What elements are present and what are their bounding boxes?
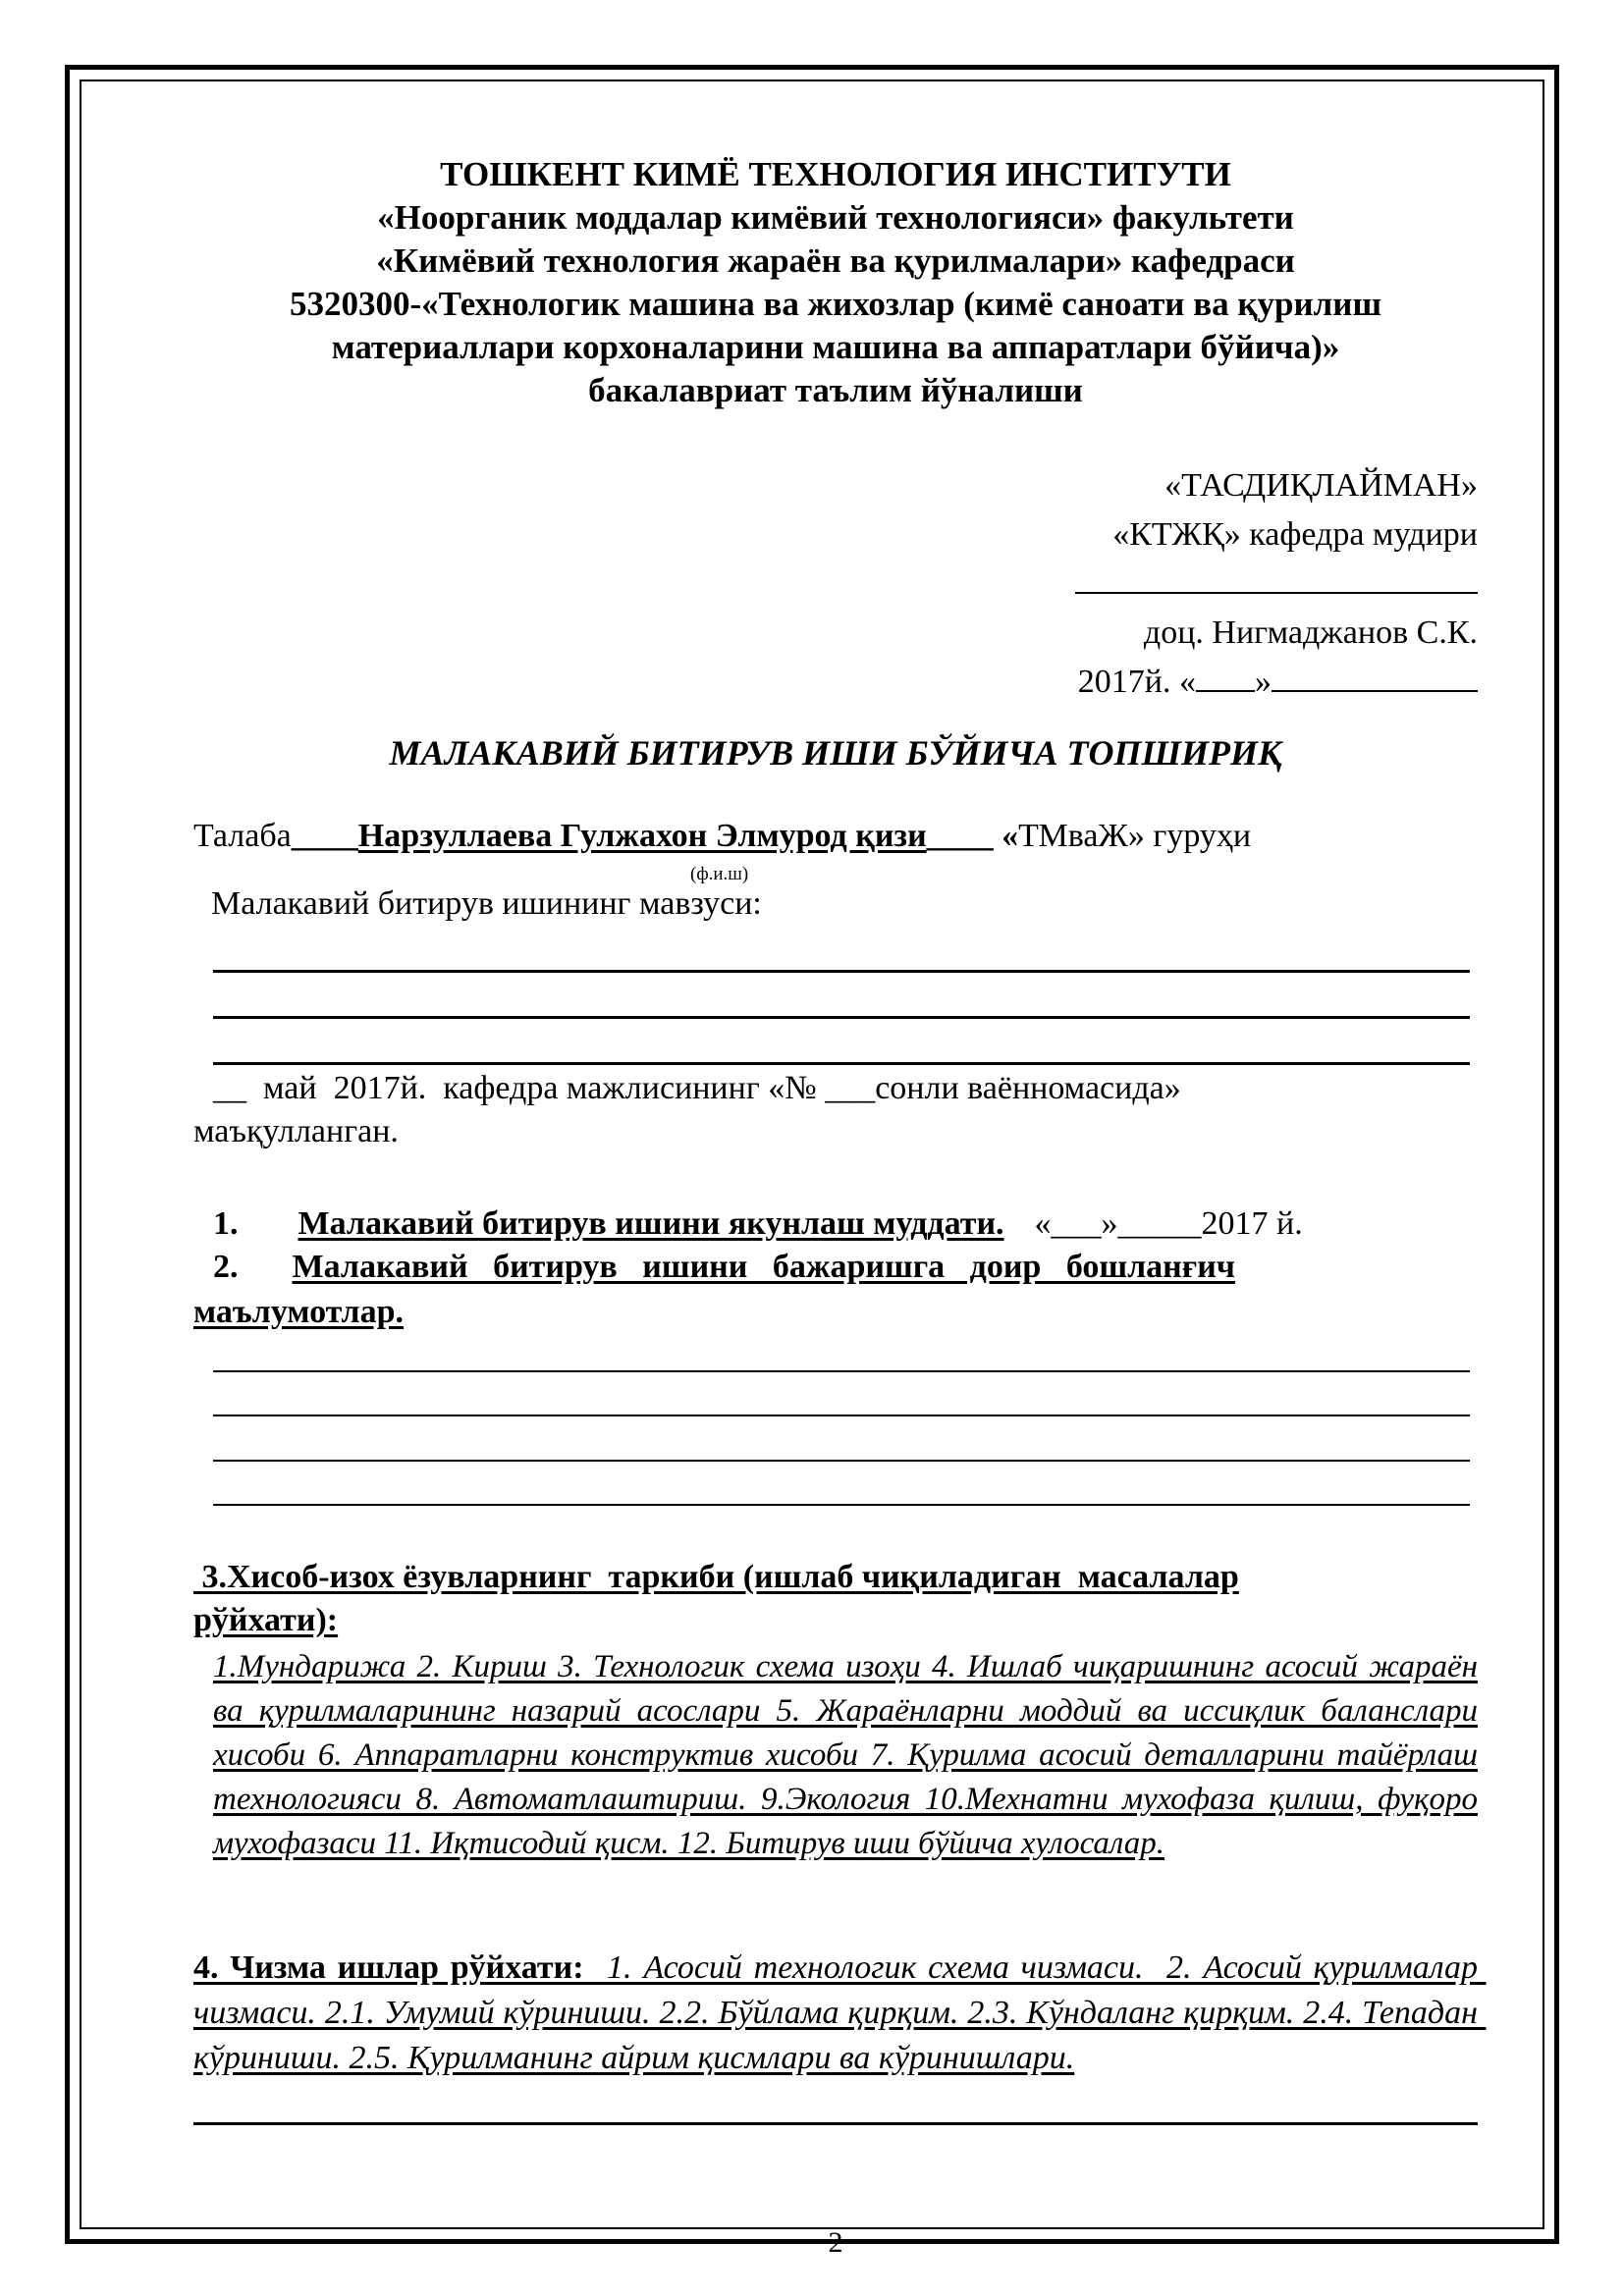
data-line-2 <box>213 1415 1470 1416</box>
item-2-title: Малакавий битирув ишини бажаришга доир бошланғич <box>292 1249 1235 1285</box>
item-4-list: 1. Асосий технологик схема чизмаси. 2. Асосий қурилмалар чизмаси. 2.1. Умумий кўриниши. 2.2. Бўйлама қирқим. 2.3. Кўндаланг қирқим. 2.4. Тепадан кўриниши. 2.5. Қурилманинг айрим қисмлари ва кўринишлари. <box>193 1949 1487 2076</box>
specialty-line-2: материаллари корхоналарини машина ва аппаратлари бўйича)» <box>331 328 1340 366</box>
item-2 <box>213 1249 1478 1286</box>
item-1-title: Малакавий битирув ишини якунлаш муддати. <box>298 1205 1004 1242</box>
item-3-title: 3.Хисоб-изох ёзувларнинг таркиби (ишлаб чиқиладиган масалалар <box>193 1559 1239 1595</box>
topic-line-2 <box>213 1016 1470 1019</box>
meeting-approval-line: __ май 2017й. кафедра мажлисининг «№ ___сонли ваённомасида» <box>213 1070 1181 1106</box>
head-name: доц. Нигмаджанов С.К. <box>1143 614 1478 651</box>
item-3-title-2: рўйхати): <box>193 1602 339 1638</box>
topic-line-1 <box>213 970 1470 973</box>
name-caption: (ф.и.ш) <box>690 864 749 884</box>
meeting-approval-line-2: маъқулланган. <box>193 1113 399 1149</box>
student-label: Талаба <box>193 818 292 854</box>
item-2-title-2: маълумотлар. <box>193 1294 404 1330</box>
specialty-line-1: 5320300-«Технологик машина ва жихозлар (кимё саноати ва қурилиш <box>289 285 1382 323</box>
item-4-title: 4. Чизма ишлар рўйхати: <box>193 1949 584 1986</box>
approval-block <box>1075 461 1478 707</box>
student-line: Талаба____Нарзуллаева Гулжахон Элмурод қизи____ «ТМваЖ» гуруҳи <box>193 818 1252 854</box>
document-title: МАЛАКАВИЙ БИТИРУВ ИШИ БЎЙИЧА ТОПШИРИҚ <box>389 733 1282 773</box>
department-name: «Кимёвий технология жараён ва қурилмалари» кафедраси <box>376 241 1295 280</box>
student-name: Нарзуллаева Гулжахон Элмурод қизи <box>357 818 927 854</box>
item-4 <box>193 1946 1487 2081</box>
topic-line-3 <box>213 1062 1470 1065</box>
item-4-bottom-line <box>193 2122 1478 2125</box>
data-line-1 <box>213 1370 1470 1372</box>
header-block <box>193 153 1478 412</box>
item-1 <box>213 1205 1303 1243</box>
signature-line <box>1075 560 1478 609</box>
item-3-list: 1.Мундарижа 2. Кириш 3. Технологик схема изоҳи 4. Ишлаб чиқаришнинг асосий жараён ва қурилмаларининг назарий асослари 5. Жараёнларни моддий ва иссиқлик баланслари хисоби 6. Аппаратларни конструктив хисоби 7. Қурилма асосий деталларини тайёрлаш технологияси 8. Автоматлаштириш. 9.Экология 10.Мехнатни мухофаза қилиш, фуқоро мухофазаси 11. Иқтисодий қисм. 12. Битирув иши бўйича хулосалар. <box>213 1649 1478 1861</box>
approval-date: 2017й. « » <box>1075 658 1478 707</box>
data-line-3 <box>213 1460 1470 1462</box>
date-day-blank <box>1196 663 1255 692</box>
specialty-line-3: бакалавриат таълим йўналиши <box>588 371 1083 409</box>
faculty-name: «Ноорганик моддалар кимёвий технологияси» факультети <box>377 198 1294 237</box>
institute-name: ТОШКЕНТ КИМЁ ТЕХНОЛОГИЯ ИНСТИТУТИ <box>440 155 1231 193</box>
topic-label: Малакавий битирув ишининг мавзуси: <box>211 885 762 922</box>
item-2-number: 2. <box>213 1249 239 1285</box>
date-month-blank <box>1272 663 1478 692</box>
item-1-date: «___»_____2017 й. <box>1034 1205 1303 1242</box>
approve-heading: «ТАСДИҚЛАЙМАН» <box>1164 467 1478 504</box>
head-title: «КТЖҚ» кафедра мудири <box>1112 516 1478 553</box>
page-number: 2 <box>828 2226 843 2259</box>
student-group: ТМваЖ» гуруҳи <box>1018 818 1252 854</box>
data-line-4 <box>213 1504 1470 1506</box>
item-1-number: 1. <box>213 1205 239 1242</box>
